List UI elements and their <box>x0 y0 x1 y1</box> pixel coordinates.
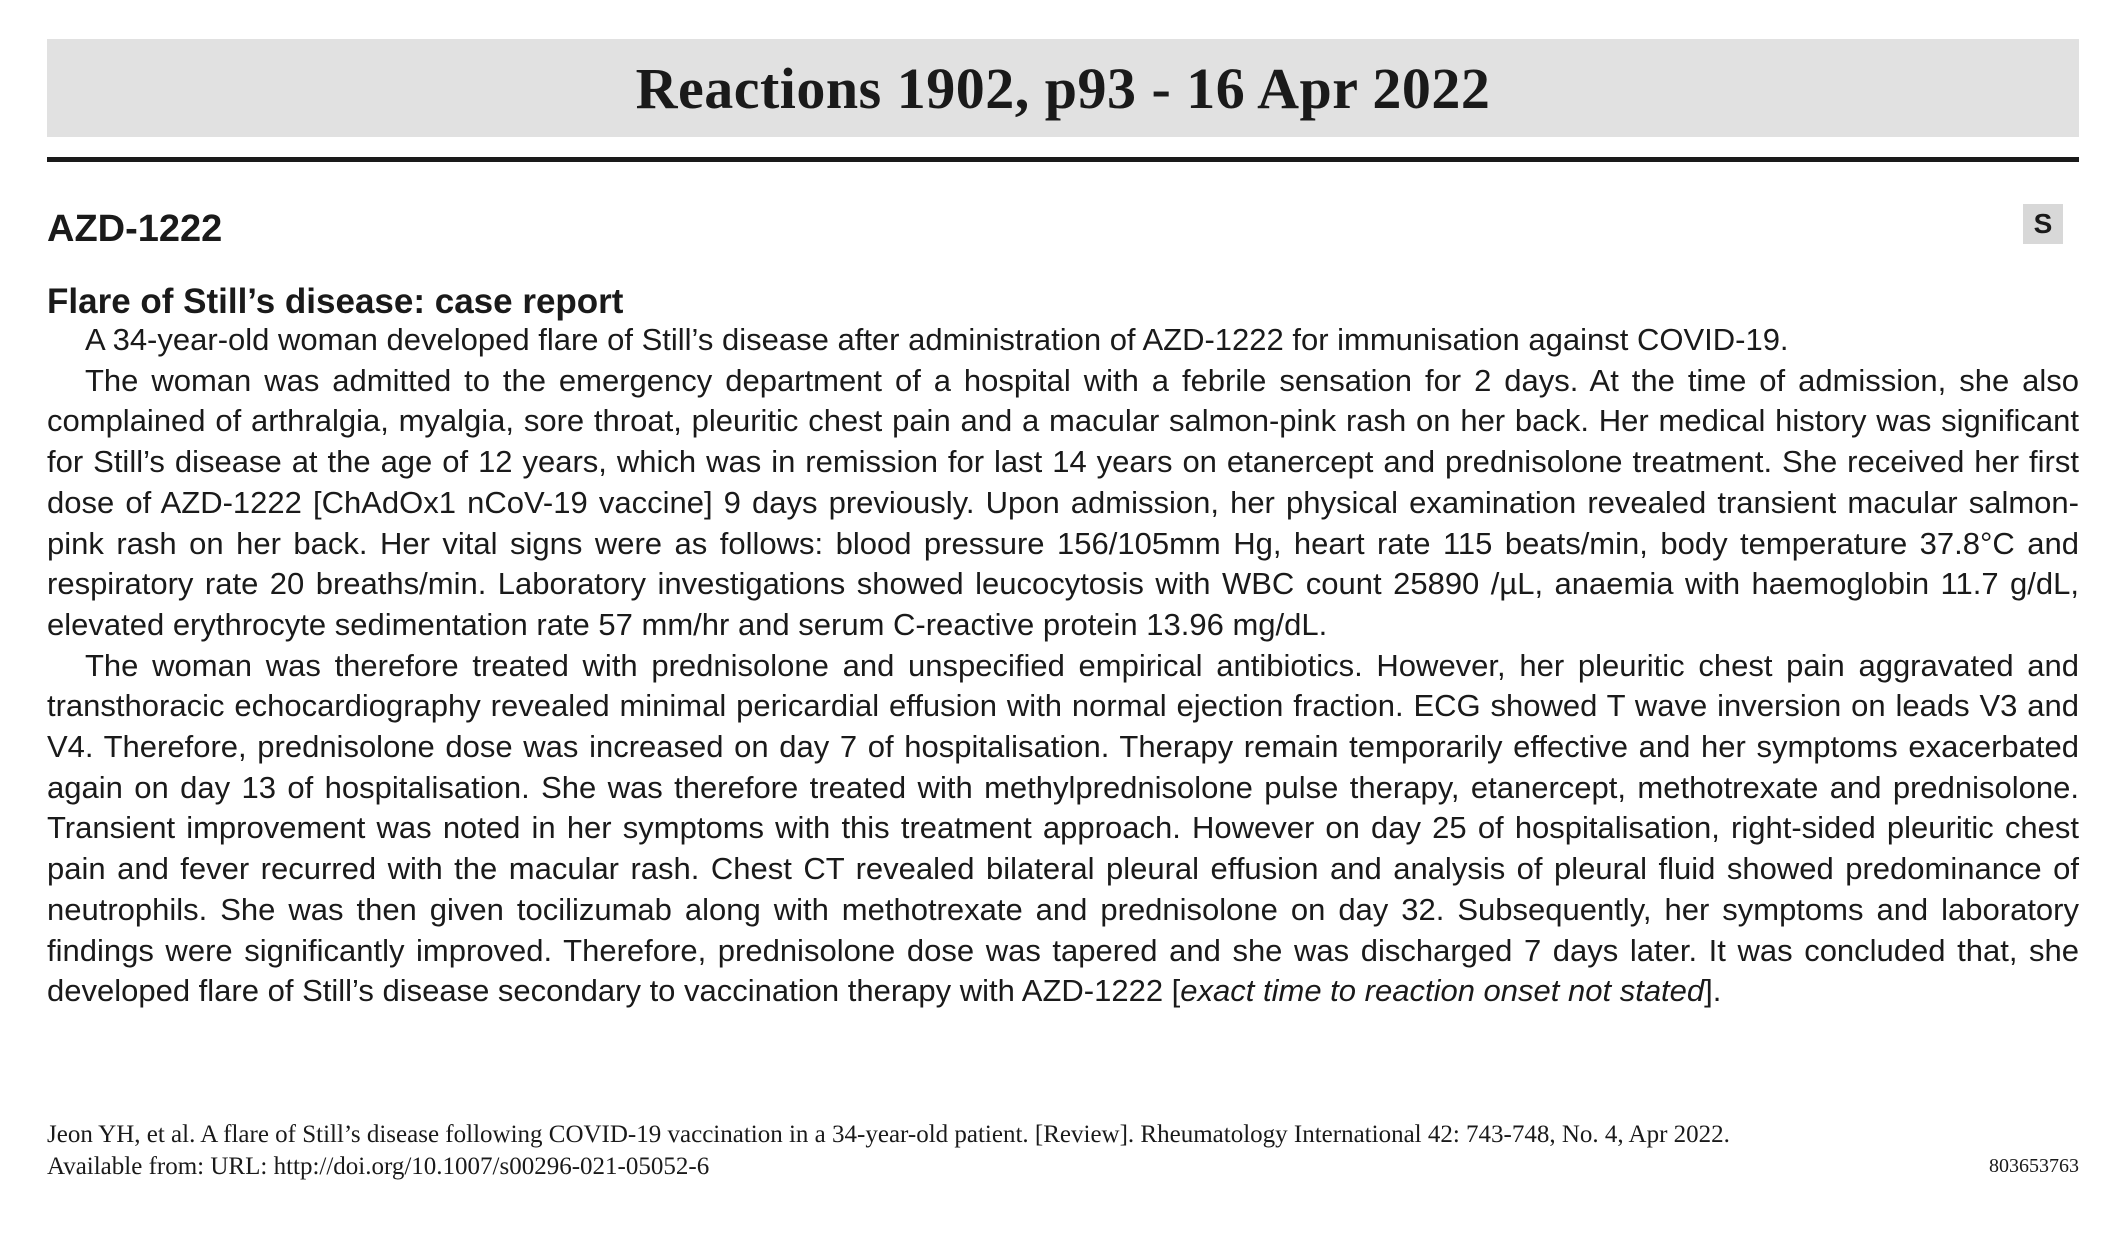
header-divider <box>47 157 2079 162</box>
paragraph-treatment <box>47 646 2079 1012</box>
serious-badge: S <box>2023 204 2063 244</box>
paragraph-treatment-end: ]. <box>1704 973 1722 1009</box>
journal-header <box>47 39 2079 137</box>
article-body <box>47 320 2079 1012</box>
citation-reference: Jeon YH, et al. A flare of Still’s disease following COVID-19 vaccination in a 34-year-old patient. [Review]. Rheumatology International 42: 743-748, No. 4, Apr 2022. <box>47 1121 1730 1148</box>
paragraph-summary: A 34-year-old woman developed flare of Still’s disease after administration of AZD-1222 for immunisation against COVID-19. <box>85 322 1789 357</box>
citation <box>47 1119 2079 1183</box>
drug-name: AZD-1222 <box>47 208 223 250</box>
paragraph-treatment-text: The woman was therefore treated with prednisolone and unspecified empirical antibiotics. However, her pleuritic chest pain aggravated and transthoracic echocardiography revealed minimal pericardial effusion with normal ejection fraction. ECG showed T wave inversion on leads V3 and V4. Therefore, prednisolone dose was increased on day 7 of hospitalisation. Therapy remain temporarily effective and her symptoms exacerbated again on day 13 of hospitalisation. She was therefore treated with methylprednisolone pulse therapy, etanercept, methotrexate and prednisolone. Transient improvement was noted in her symptoms with this treatment approach. However on day 25 of hospitalisation, right-sided pleuritic chest pain and fever recurred with the macular rash. Chest CT revealed bilateral pleural effusion and analysis of pleural fluid showed predominance of neutrophils. She was then given tocilizumab along with methotrexate and prednisolone on day 32. Subsequently, her symptoms and laboratory findings were significantly improved. Therefore, prednisolone dose was tapered and she was discharged 7 days later. It was concluded that, she developed flare of Still’s disease secondary to vaccination therapy with AZD-1222 [ <box>47 647 2079 1009</box>
record-id: 803653763 <box>1989 1155 2079 1177</box>
citation-url: Available from: URL: http://doi.org/10.1007/s00296-021-05052-6 <box>47 1153 710 1180</box>
paragraph-presentation: The woman was admitted to the emergency department of a hospital with a febrile sensation for 2 days. At the time of admission, she also complained of arthralgia, myalgia, sore throat, pleuritic chest pain and a macular salmon-pink rash on her back. Her medical history was significant for Still’s disease at the age of 12 years, which was in remission for last 14 years on etanercept and prednisolone treatment. She received her first dose of AZD-1222 [ChAdOx1 nCoV-19 vaccine] 9 days previously. Upon admission, her physical examination revealed transient macular salmon-pink rash on her back. Her vital signs were as follows: blood pressure 156/105mm Hg, heart rate 115 beats/min, body temperature 37.8°C and respiratory rate 20 breaths/min. Laboratory investigations showed leucocytosis with WBC count 25890 /µL, anaemia with haemoglobin 11.7 g/dL, elevated erythrocyte sedimentation rate 57 mm/hr and serum C-reactive protein 13.96 mg/dL. <box>47 362 2079 642</box>
journal-issue-title: Reactions 1902, p93 - 16 Apr 2022 <box>635 55 1491 121</box>
reaction-onset-note: exact time to reaction onset not stated <box>1180 973 1705 1009</box>
article-title: Flare of Still’s disease: case report <box>47 282 624 321</box>
